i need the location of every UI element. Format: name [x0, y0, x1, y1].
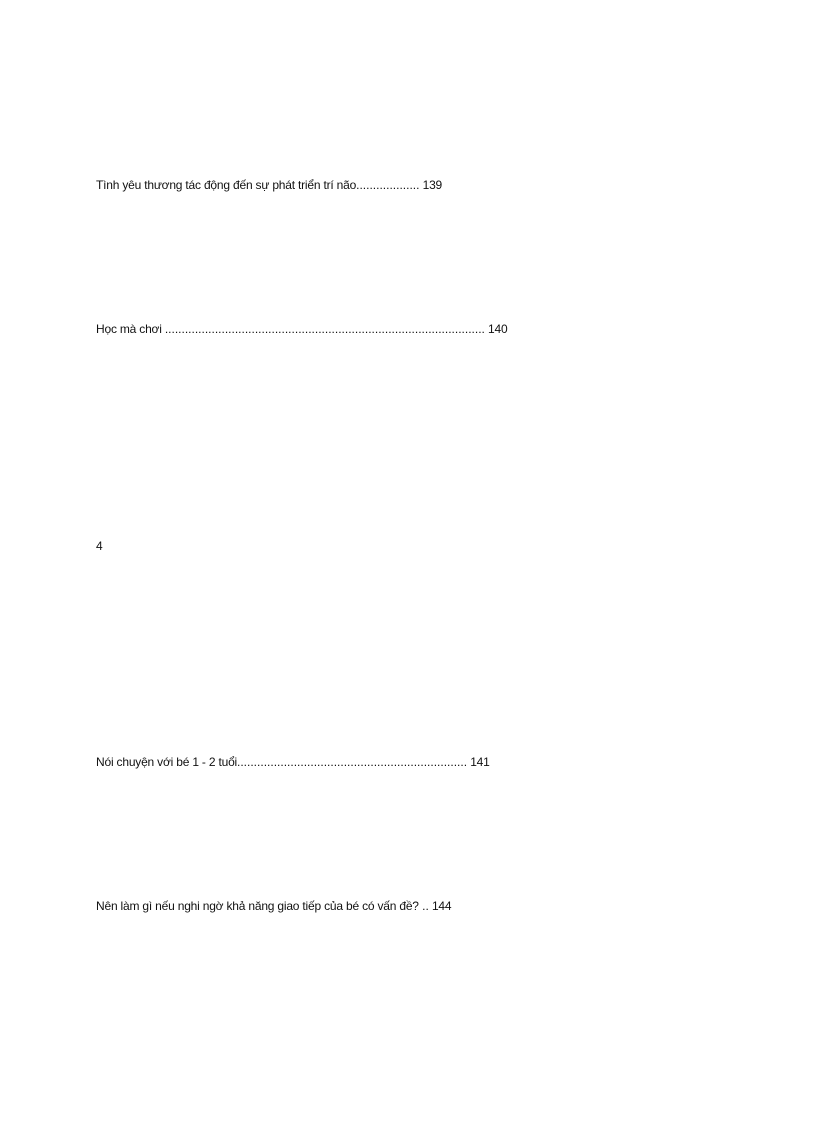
toc-entry	[96, 322, 507, 336]
toc-entry-leader: ...................	[356, 178, 420, 192]
page-number-text: 4	[96, 539, 103, 553]
toc-entry-leader: ..	[418, 899, 429, 913]
toc-entry	[96, 755, 490, 769]
toc-entry	[96, 899, 451, 913]
toc-entry-leader: ................................................................................................	[164, 322, 485, 336]
toc-entry-title: Học mà chơi	[96, 322, 165, 336]
toc-entry-page: 141	[470, 755, 490, 769]
toc-entry-page: 139	[422, 178, 443, 192]
toc-entry-page: 140	[488, 322, 508, 336]
toc-entry-page: 144	[431, 899, 452, 913]
toc-entry-title: Nên làm gì nếu nghi ngờ khả năng giao tiếp của bé có vấn đề?	[96, 899, 419, 913]
toc-entry	[96, 178, 442, 192]
toc-entry-title: Nói chuyện với bé 1 - 2 tuổi	[96, 755, 238, 769]
toc-entry-leader: .....................................................................	[237, 755, 468, 769]
page-number-marker	[96, 539, 102, 553]
toc-entry-title: Tình yêu thương tác động đến sự phát triển trí não	[96, 178, 357, 192]
